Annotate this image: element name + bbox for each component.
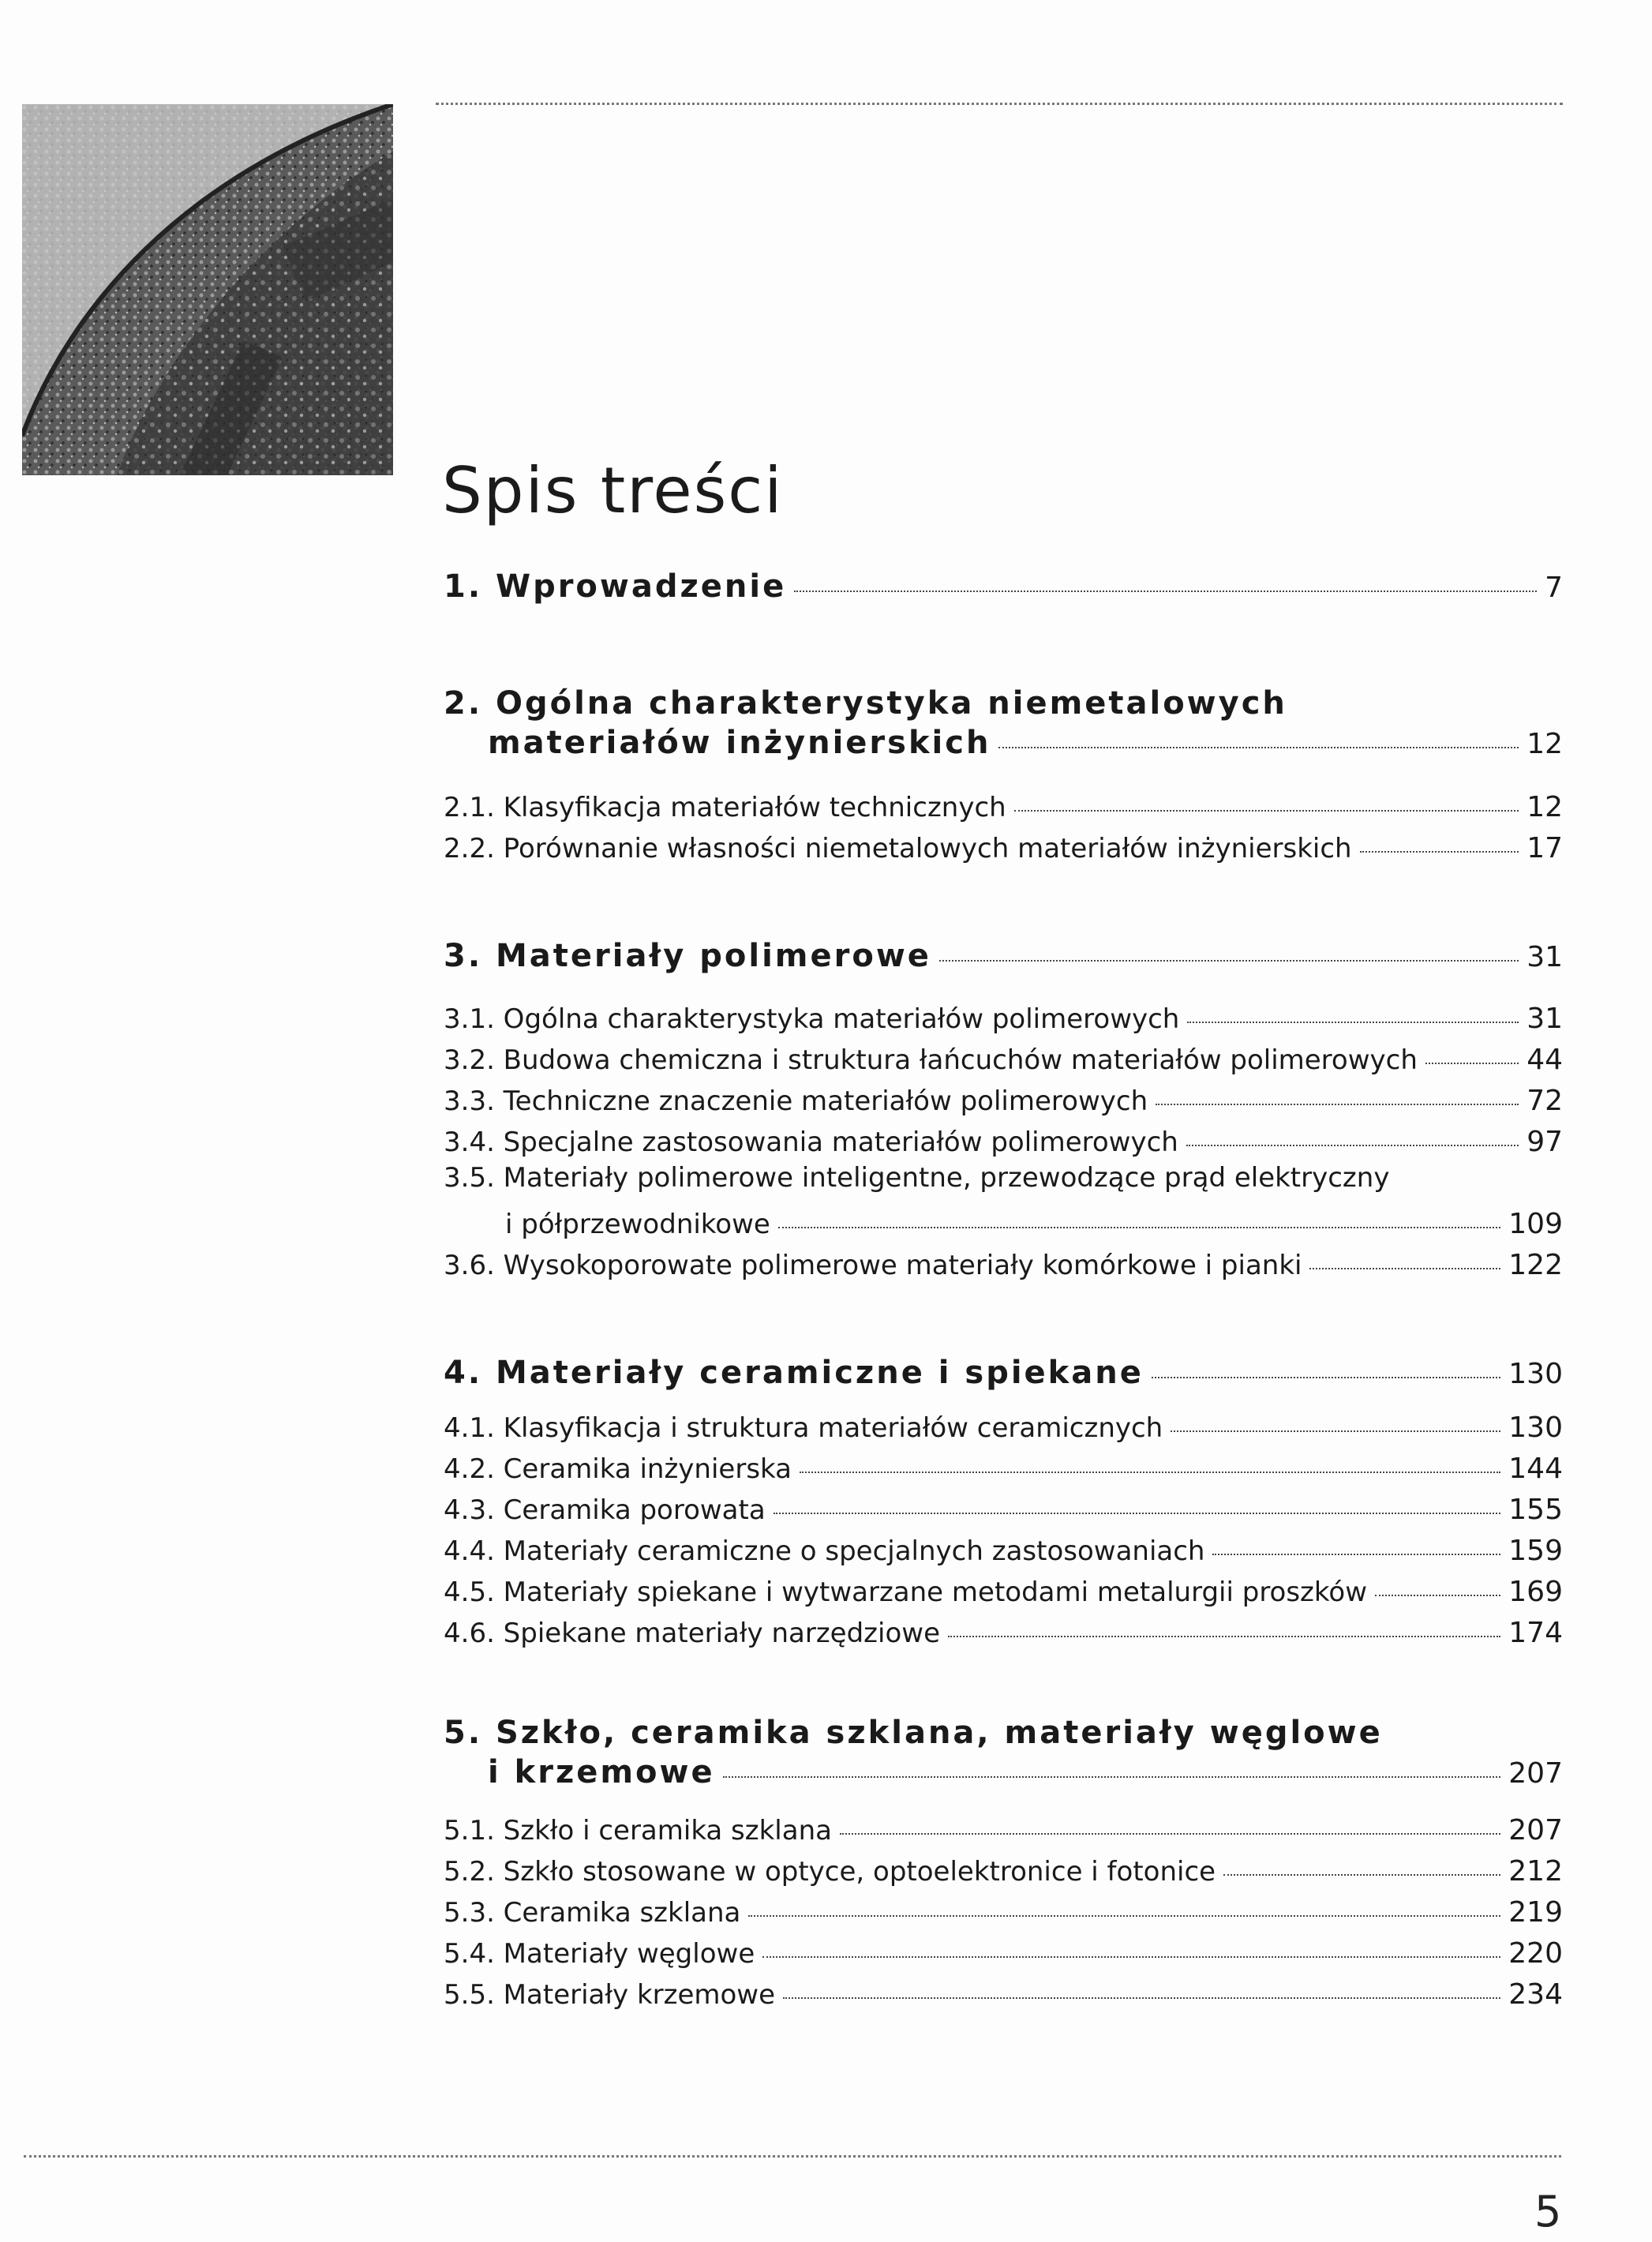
page-ref: 109: [1508, 1208, 1563, 1240]
toc-chapter-1[interactable]: [444, 568, 1563, 605]
toc-section-3-5[interactable]: [444, 1208, 1563, 1240]
page-title: Spis treści: [442, 453, 784, 527]
page-ref: 144: [1508, 1453, 1563, 1485]
page-ref: 207: [1508, 1757, 1563, 1790]
section-title: 5.2. Szkło stosowane w optyce, optoelektronice i fotonice: [444, 1856, 1216, 1888]
section-title: 5.1. Szkło i ceramika szklana: [444, 1815, 832, 1846]
dot-leader: [774, 1513, 1501, 1514]
toc-section-5-4[interactable]: [444, 1937, 1563, 1970]
page-ref: 155: [1508, 1494, 1563, 1526]
toc-section-3-1[interactable]: [444, 1003, 1563, 1035]
page-ref: 17: [1527, 832, 1563, 864]
section-title: 4.6. Spiekane materiały narzędziowe: [444, 1618, 940, 1649]
page-ref: 220: [1508, 1937, 1563, 1970]
dot-leader: [1171, 1430, 1500, 1432]
toc-section-2-1[interactable]: [444, 791, 1563, 823]
dot-leader: [1360, 851, 1519, 853]
dot-leader: [1014, 810, 1519, 812]
page-ref: 97: [1527, 1126, 1563, 1158]
page-number: 5: [1534, 2187, 1562, 2236]
toc-chapter-5[interactable]: [444, 1754, 1563, 1790]
dot-leader: [762, 1956, 1500, 1958]
section-title: 3.3. Techniczne znaczenie materiałów polimerowych: [444, 1085, 1148, 1117]
toc-section-4-1[interactable]: [444, 1412, 1563, 1444]
dot-leader: [939, 960, 1519, 962]
page-ref: 234: [1508, 1978, 1563, 2011]
chapter-title: 1. Wprowadzenie: [444, 568, 787, 605]
section-title: 4.5. Materiały spiekane i wytwarzane metodami metalurgii proszków: [444, 1577, 1367, 1608]
dot-leader: [840, 1833, 1500, 1835]
toc-section-5-2[interactable]: [444, 1855, 1563, 1888]
section-title: 4.3. Ceramika porowata: [444, 1494, 766, 1526]
dot-leader: [800, 1472, 1500, 1473]
dot-leader: [778, 1227, 1500, 1228]
section-title: 3.6. Wysokoporowate polimerowe materiały komórkowe i pianki: [444, 1250, 1302, 1281]
page-ref: 12: [1527, 728, 1563, 760]
dot-leader: [723, 1776, 1501, 1778]
toc-section-4-3[interactable]: [444, 1494, 1563, 1526]
bottom-dotted-rule: [24, 2155, 1561, 2158]
toc-chapter-2[interactable]: [444, 725, 1563, 761]
page-ref: 130: [1508, 1358, 1563, 1390]
dot-leader: [1425, 1063, 1519, 1064]
page-ref: 212: [1508, 1855, 1563, 1888]
chapter-title: 4. Materiały ceramiczne i spiekane: [444, 1355, 1144, 1391]
section-title: 5.3. Ceramika szklana: [444, 1897, 741, 1929]
toc-chapter-3[interactable]: [444, 938, 1563, 974]
toc-section-3-5-line1[interactable]: 3.5. Materiały polimerowe inteligentne, przewodzące prąd elektryczny: [444, 1162, 1390, 1194]
toc-section-3-3[interactable]: [444, 1085, 1563, 1117]
dot-leader: [1156, 1104, 1519, 1105]
page-ref: 31: [1527, 941, 1563, 973]
toc-chapter-5-line1[interactable]: 5. Szkło, ceramika szklana, materiały węglowe: [444, 1715, 1383, 1751]
chapter-title-continued: i krzemowe: [488, 1754, 715, 1790]
page-ref: 219: [1508, 1896, 1563, 1929]
rock-texture-image: [22, 104, 393, 475]
toc-section-5-1[interactable]: [444, 1814, 1563, 1846]
section-title: 3.2. Budowa chemiczna i struktura łańcuchów materiałów polimerowych: [444, 1044, 1418, 1076]
section-title-continued: i półprzewodnikowe: [505, 1209, 770, 1240]
dot-leader: [1187, 1022, 1519, 1023]
dot-leader: [794, 590, 1537, 592]
section-title: 4.1. Klasyfikacja i struktura materiałów ceramicznych: [444, 1412, 1163, 1444]
toc-section-3-6[interactable]: [444, 1249, 1563, 1281]
page-ref: 122: [1508, 1249, 1563, 1281]
dot-leader: [948, 1636, 1500, 1637]
page-ref: 130: [1508, 1412, 1563, 1444]
section-title: 5.5. Materiały krzemowe: [444, 1979, 776, 2011]
dot-leader: [1375, 1595, 1500, 1596]
top-dotted-rule: [436, 103, 1563, 105]
toc-section-4-6[interactable]: [444, 1617, 1563, 1649]
page-ref: 159: [1508, 1535, 1563, 1567]
section-title: 2.2. Porównanie własności niemetalowych materiałów inżynierskich: [444, 833, 1352, 864]
page-ref: 44: [1527, 1044, 1563, 1076]
dot-leader: [783, 1997, 1500, 1999]
toc-section-4-4[interactable]: [444, 1535, 1563, 1567]
chapter-title-continued: materiałów inżynierskich: [488, 725, 991, 761]
page-ref: 72: [1527, 1085, 1563, 1117]
dot-leader: [748, 1915, 1500, 1917]
toc-section-4-5[interactable]: [444, 1576, 1563, 1608]
page-ref: 31: [1527, 1003, 1563, 1035]
section-title: 3.1. Ogólna charakterystyka materiałów polimerowych: [444, 1003, 1180, 1035]
section-title: 5.4. Materiały węglowe: [444, 1938, 755, 1970]
toc-chapter-2-line1[interactable]: 2. Ogólna charakterystyka niemetalowych: [444, 685, 1287, 722]
dot-leader: [1309, 1268, 1500, 1269]
dot-leader: [1223, 1874, 1500, 1876]
page-ref: 7: [1545, 572, 1563, 604]
toc-section-2-2[interactable]: [444, 832, 1563, 864]
dot-leader: [998, 747, 1519, 748]
chapter-title: 3. Materiały polimerowe: [444, 938, 931, 974]
section-title: 2.1. Klasyfikacja materiałów technicznych: [444, 792, 1006, 823]
page-ref: 169: [1508, 1576, 1563, 1608]
toc-section-4-2[interactable]: [444, 1453, 1563, 1485]
dot-leader: [1212, 1554, 1500, 1555]
page-ref: 174: [1508, 1617, 1563, 1649]
dot-leader: [1186, 1145, 1519, 1146]
section-title: 4.4. Materiały ceramiczne o specjalnych zastosowaniach: [444, 1535, 1205, 1567]
toc-section-3-2[interactable]: [444, 1044, 1563, 1076]
toc-section-3-4[interactable]: [444, 1126, 1563, 1158]
rock-photo: [22, 104, 393, 475]
section-title: 3.4. Specjalne zastosowania materiałów polimerowych: [444, 1127, 1178, 1158]
page-ref: 207: [1508, 1814, 1563, 1846]
dot-leader: [1152, 1377, 1500, 1378]
toc-section-5-5[interactable]: [444, 1978, 1563, 2011]
section-title: 4.2. Ceramika inżynierska: [444, 1453, 792, 1485]
toc-section-5-3[interactable]: [444, 1896, 1563, 1929]
toc-chapter-4[interactable]: [444, 1355, 1563, 1391]
page-ref: 12: [1527, 791, 1563, 823]
